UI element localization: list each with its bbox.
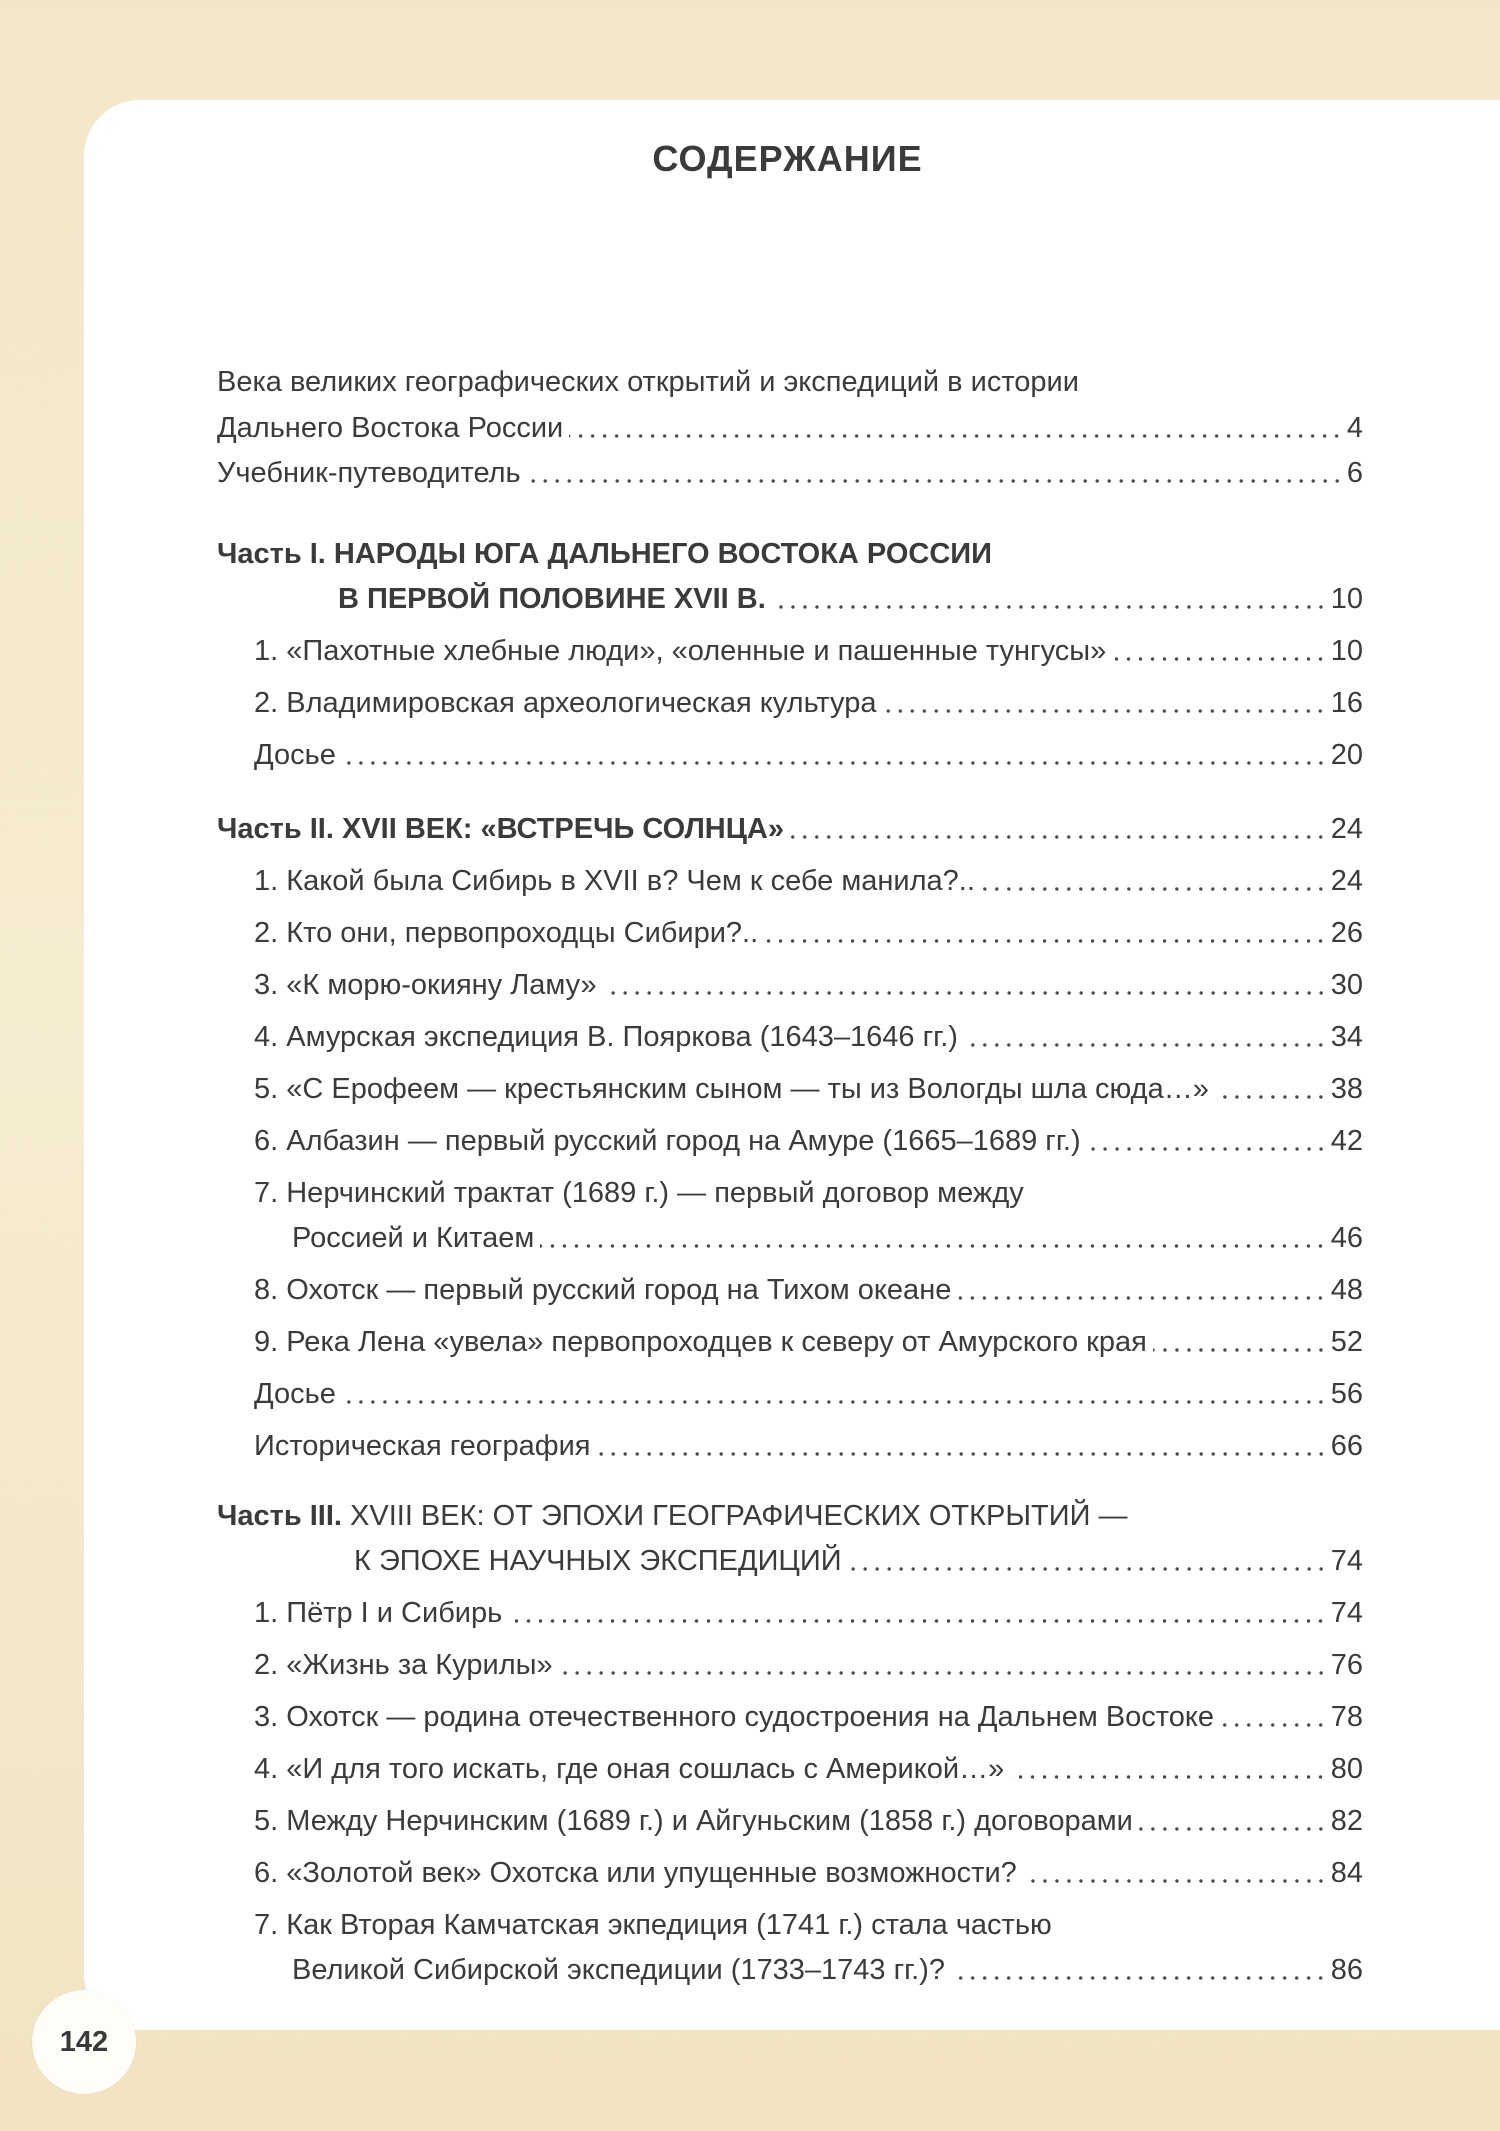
part3-heading[interactable]: [354, 1539, 1363, 1579]
page-ref: 46: [1330, 1222, 1363, 1254]
dot-leader: [1023, 1879, 1327, 1883]
dot-leader: [1112, 657, 1327, 661]
page-title: СОДЕРЖАНИЕ: [652, 138, 923, 179]
toc-entry[interactable]: 2. «Жизнь за Курилы» 76: [254, 1649, 1363, 1681]
dot-leader: [790, 835, 1327, 839]
page-ref: 74: [1330, 1545, 1363, 1577]
toc-entry[interactable]: 8. Охотск — первый русский город на Тихом океане 48: [254, 1274, 1363, 1306]
page-ref: 16: [1330, 687, 1363, 719]
page-ref: 80: [1330, 1753, 1363, 1785]
part3-label: Часть III.: [217, 1500, 342, 1532]
page-ref: 38: [1330, 1073, 1363, 1105]
toc-entry[interactable]: Досье 56: [254, 1378, 1363, 1410]
dot-leader: [964, 1043, 1327, 1047]
page-ref: 76: [1330, 1649, 1363, 1681]
dot-leader: [1087, 1147, 1327, 1151]
toc-entry[interactable]: Россией и Китаем 46: [292, 1222, 1363, 1254]
toc-entry[interactable]: 1. «Пахотные хлебные люди», «оленные и пашенные тунгусы» 10: [254, 635, 1363, 667]
toc-entry-guide[interactable]: Учебник-путеводитель 6: [217, 457, 1363, 489]
dot-leader: [559, 1671, 1327, 1675]
toc-entry[interactable]: 1. Какой была Сибирь в XVII в? Чем к себе манила?.. 24: [254, 865, 1363, 897]
toc-entry[interactable]: 5. «С Ерофеем — крестьянским сыном — ты из Вологды шла сюда…» 38: [254, 1073, 1363, 1105]
dot-leader: [1010, 1775, 1327, 1779]
part2-heading[interactable]: [217, 807, 1363, 847]
toc-entry[interactable]: 9. Река Лена «увела» первопроходцев к северу от Амурского края 52: [254, 1326, 1363, 1358]
part1-title-line1: НАРОДЫ ЮГА ДАЛЬНЕГО ВОСТОКА РОССИИ: [333, 538, 992, 570]
page-ref: 78: [1330, 1701, 1363, 1733]
page-ref: 82: [1330, 1805, 1363, 1837]
dot-leader: [957, 1296, 1326, 1300]
part3-title-line2: К ЭПОХЕ НАУЧНЫХ ЭКСПЕДИЦИЙ: [354, 1545, 842, 1577]
toc-entry[interactable]: 2. Кто они, первопроходцы Сибири?.. 26: [254, 917, 1363, 949]
part2-title: XVII ВЕК: «ВСТРЕЧЬ СОЛНЦА»: [341, 813, 784, 845]
dot-leader: [848, 1567, 1327, 1571]
page-ref: 86: [1330, 1954, 1363, 1986]
dot-leader: [1139, 1827, 1327, 1831]
toc-entry[interactable]: 4. «И для того искать, где оная сошлась с Америкой…» 80: [254, 1753, 1363, 1785]
page-ref: 10: [1330, 635, 1363, 667]
part1-heading[interactable]: [338, 577, 1363, 617]
toc-entry-line1[interactable]: 7. Как Вторая Камчатская экпедиция (1741 г.) стала частью: [254, 1909, 1052, 1941]
page-ref: 24: [1330, 865, 1363, 897]
toc-entry[interactable]: 5. Между Нерчинским (1689 г.) и Айгуньским (1858 г.) договорами 82: [254, 1805, 1363, 1837]
part3-heading-line1[interactable]: [217, 1494, 1363, 1534]
dot-leader: [603, 991, 1327, 995]
page-number: 142: [32, 1990, 136, 2094]
dot-leader: [508, 1619, 1326, 1623]
toc-entry[interactable]: 3. «К морю-окияну Ламу» 30: [254, 969, 1363, 1001]
dot-leader: [772, 605, 1327, 609]
dot-leader: [882, 709, 1326, 713]
page-ref: 48: [1330, 1274, 1363, 1306]
dot-leader: [1220, 1723, 1327, 1727]
page-ref: 26: [1330, 917, 1363, 949]
toc-entry[interactable]: 2. Владимировская археологическая культура 16: [254, 687, 1363, 719]
dot-leader: [540, 1244, 1326, 1248]
page-ref: 6: [1346, 457, 1363, 489]
page-ref: 10: [1330, 583, 1363, 615]
dot-leader: [342, 1400, 1327, 1404]
toc-entry[interactable]: 3. Охотск — родина отечественного судостроения на Дальнем Востоке 78: [254, 1701, 1363, 1733]
toc-entry[interactable]: Историческая география 66: [254, 1430, 1363, 1462]
page-ref: 24: [1330, 813, 1363, 845]
part1-label: Часть I.: [217, 538, 326, 570]
dot-leader: [1215, 1095, 1327, 1099]
dot-leader: [981, 887, 1327, 891]
dot-leader: [951, 1976, 1327, 1980]
page-ref: 84: [1330, 1857, 1363, 1889]
page-ref: 34: [1330, 1021, 1363, 1053]
toc-entry[interactable]: Досье 20: [254, 739, 1363, 771]
page-ref: 4: [1346, 412, 1363, 444]
page-ref: 56: [1330, 1378, 1363, 1410]
dot-leader: [527, 479, 1343, 483]
part3-title-line1: XVIII ВЕК: ОТ ЭПОХИ ГЕОГРАФИЧЕСКИХ ОТКРЫТИЙ —: [350, 1500, 1128, 1532]
page-ref: 42: [1330, 1125, 1363, 1157]
dot-leader: [569, 434, 1343, 438]
dot-leader: [1153, 1348, 1327, 1352]
toc-entry[interactable]: 6. «Золотой век» Охотска или упущенные возможности? 84: [254, 1857, 1363, 1889]
part1-heading-line1[interactable]: [217, 532, 1363, 572]
toc-entry-line1[interactable]: 7. Нерчинский трактат (1689 г.) — первый договор между: [254, 1177, 1024, 1209]
page-ref: 66: [1330, 1430, 1363, 1462]
page-ref: 20: [1330, 739, 1363, 771]
dot-leader: [342, 761, 1327, 765]
toc-entry[interactable]: 6. Албазин — первый русский город на Амуре (1665–1689 гг.) 42: [254, 1125, 1363, 1157]
toc-entry[interactable]: 4. Амурская экспедиция В. Пояркова (1643–1646 гг.) 34: [254, 1021, 1363, 1053]
toc-entry-intro[interactable]: Дальнего Востока России 4: [217, 412, 1363, 444]
page-ref: 52: [1330, 1326, 1363, 1358]
dot-leader: [597, 1452, 1327, 1456]
part2-label: Часть II.: [217, 813, 334, 845]
page-ref: 30: [1330, 969, 1363, 1001]
toc-entry[interactable]: Великой Сибирской экспедиции (1733–1743 гг.)? 86: [292, 1954, 1363, 1986]
page-ref: 74: [1330, 1597, 1363, 1629]
toc-entry-intro-line1[interactable]: Века великих географических открытий и экспедиций в истории: [217, 366, 1079, 398]
toc-entry[interactable]: 1. Пётр I и Сибирь 74: [254, 1597, 1363, 1629]
part1-title-line2: В ПЕРВОЙ ПОЛОВИНЕ XVII В.: [338, 583, 766, 615]
dot-leader: [764, 939, 1327, 943]
